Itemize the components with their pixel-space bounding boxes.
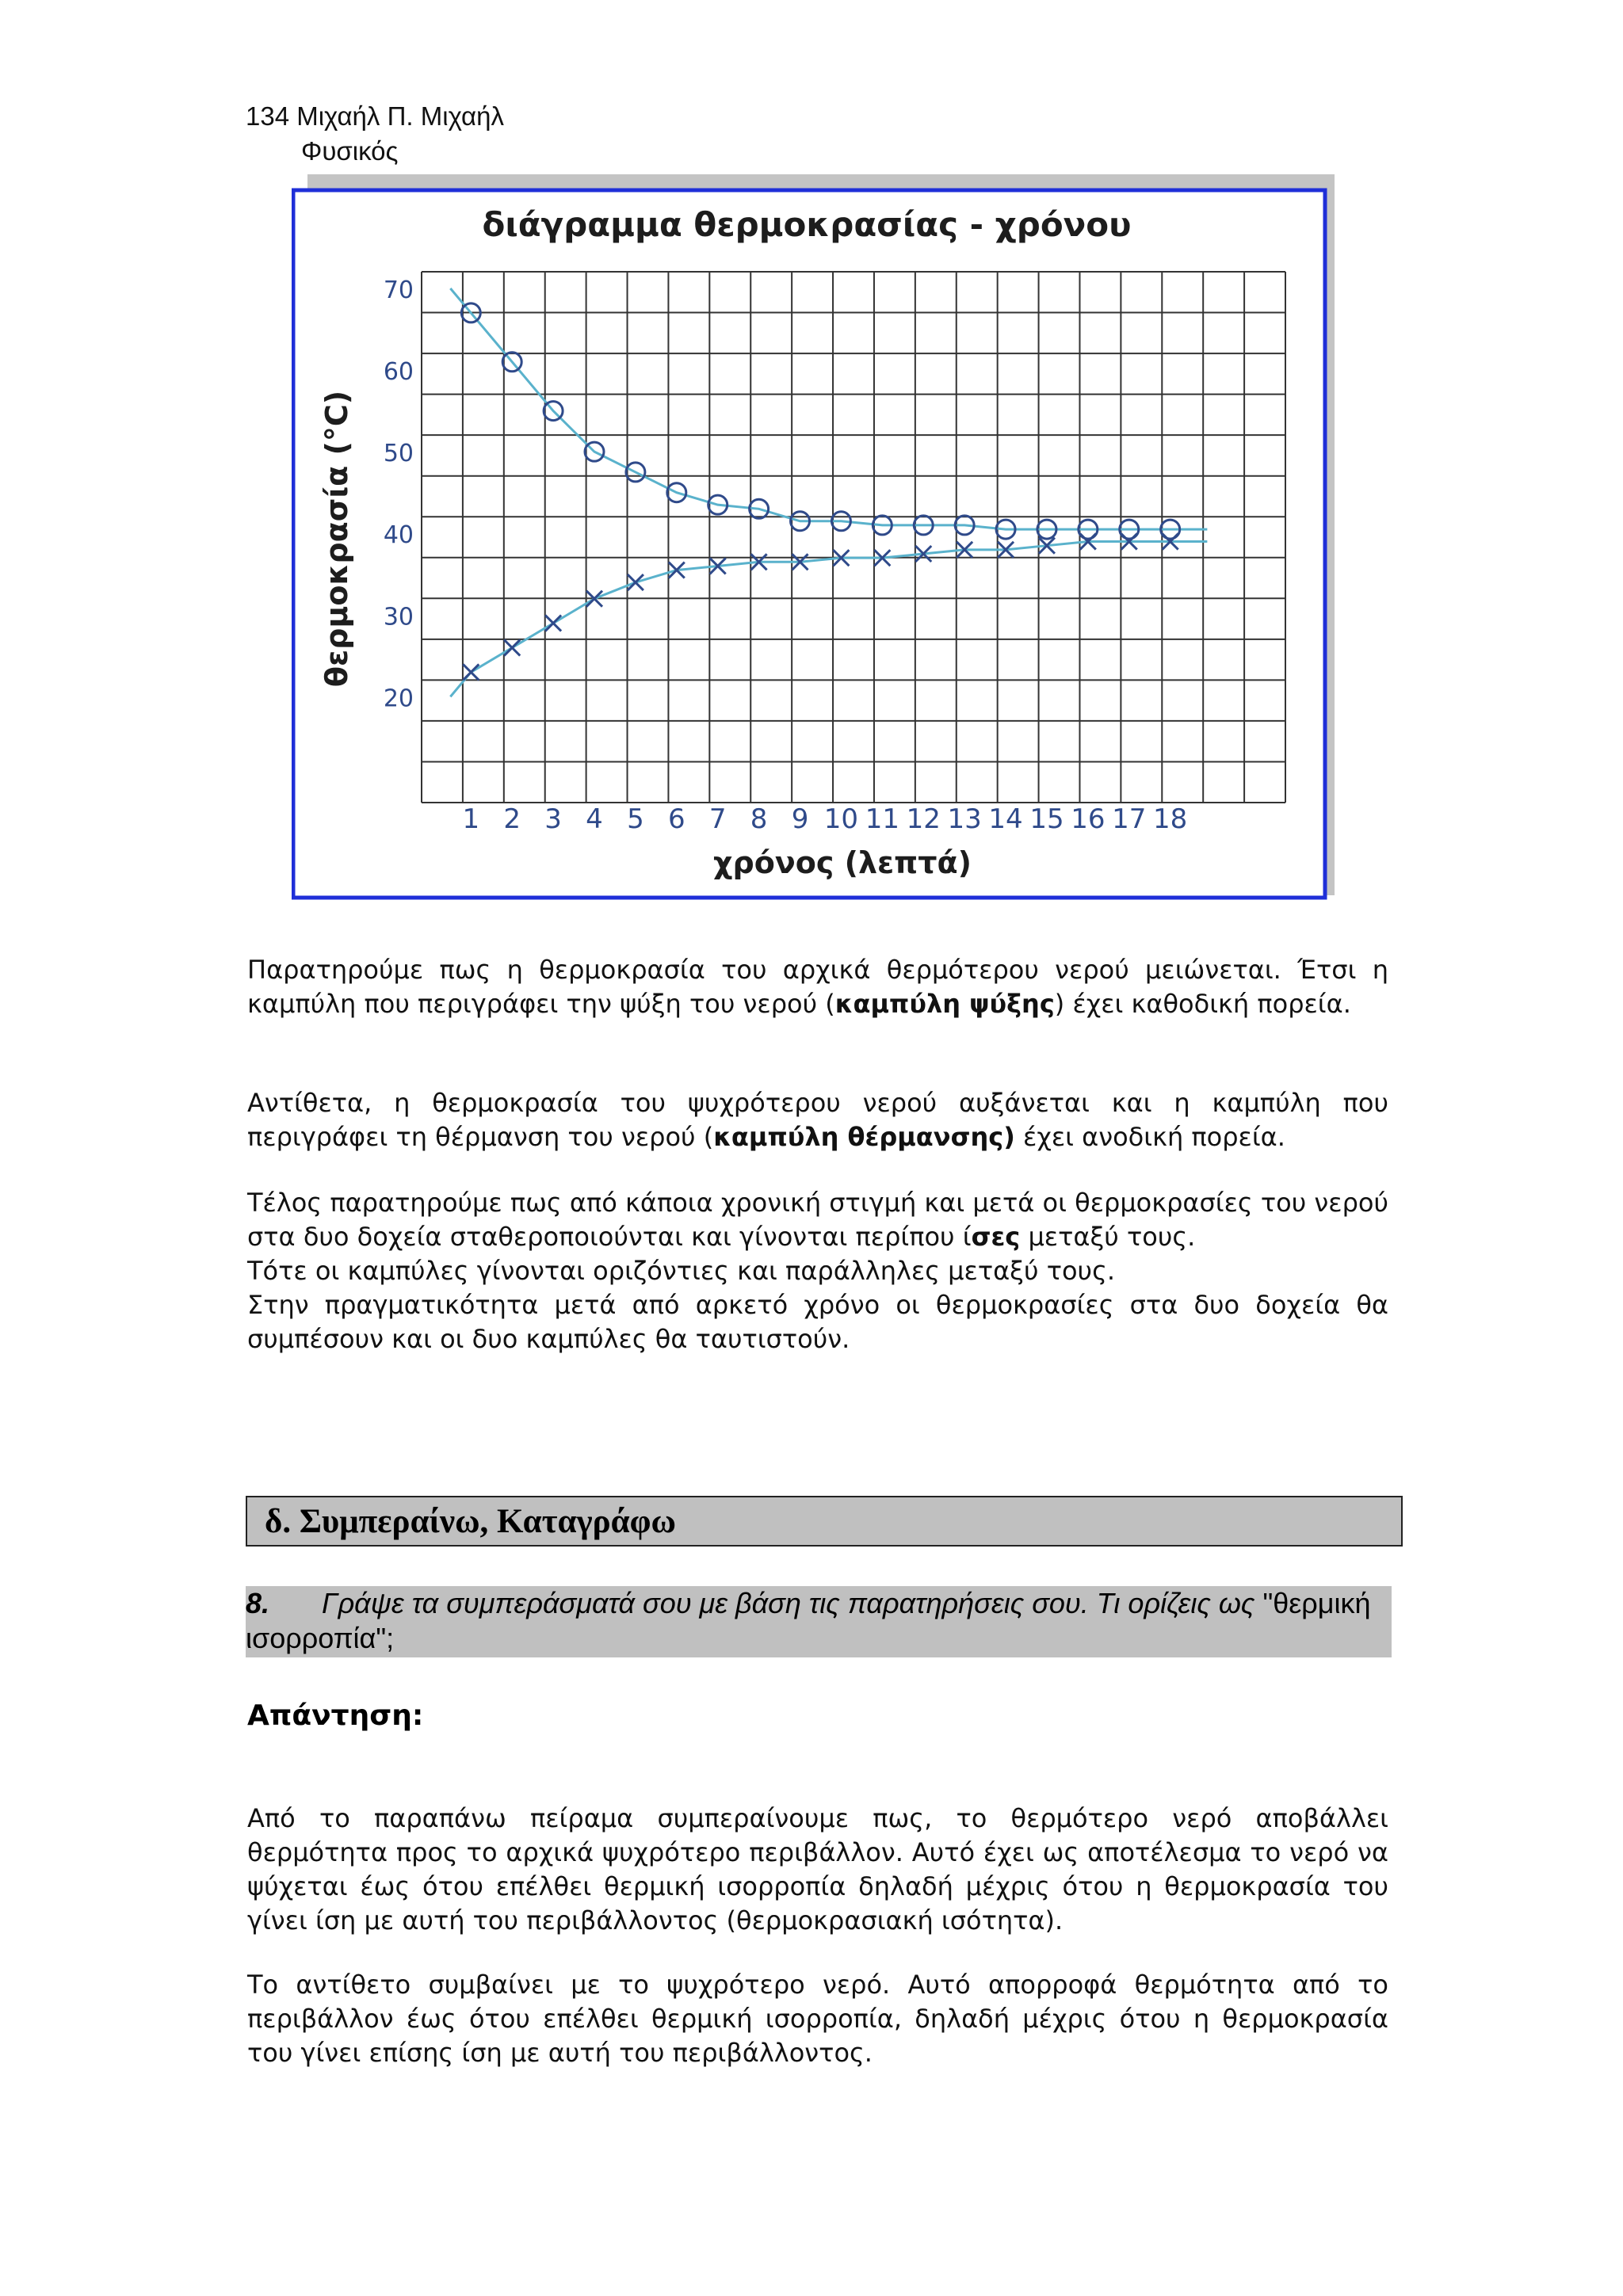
x-tick-label: 8 — [750, 803, 768, 835]
section-heading — [246, 1496, 1403, 1547]
chart-frame — [293, 190, 1325, 898]
y-tick-label: 60 — [383, 358, 414, 387]
y-tick-label: 20 — [383, 685, 414, 713]
x-tick-label: 18 — [1153, 803, 1188, 835]
section-title: δ. Συμπεραίνω, Καταγράφω — [265, 1503, 676, 1540]
question-text: Γράψε τα συμπεράσματά σου με βάση τις παρατηρήσεις σου. Τι ορίζεις ως — [322, 1587, 1255, 1619]
x-tick-label: 17 — [1112, 803, 1147, 835]
y-tick-label: 40 — [383, 521, 414, 550]
observation-cooling — [247, 953, 1388, 1021]
x-tick-label: 10 — [823, 803, 859, 835]
text: Παρατηρούμε πως η θερμοκρασία του αρχικά θερμότερου νερού μειώνεται. Έτσι η καμπύλη που περιγράφει την ψύξη του νερού ( — [247, 955, 1388, 1019]
x-tick-label: 1 — [462, 803, 480, 835]
text-line: Στην πραγματικότητα μετά από αρκετό χρόνο οι θερμοκρασίες στα δυο δοχεία θα συμπέσουν και οι δυο καμπύλες θα ταυτιστούν. — [247, 1290, 1388, 1354]
x-axis-label: χρόνος (λεπτά) — [713, 845, 972, 880]
text: Αντίθετα, η θερμοκρασία του ψυχρότερου νερού αυξάνεται και η καμπύλη που περιγράφει τη θέρμανση του νερού ( — [247, 1088, 1388, 1152]
x-tick-label: 3 — [544, 803, 562, 835]
text: μεταξύ τους. — [1020, 1222, 1196, 1252]
x-tick-label: 6 — [667, 803, 685, 835]
observation-heating — [247, 1086, 1388, 1154]
x-tick-label: 11 — [865, 803, 899, 835]
y-tick-label: 50 — [383, 440, 414, 468]
question-8 — [246, 1586, 1392, 1657]
question-term: "θερμική ισορροπία"; — [246, 1587, 1371, 1654]
x-tick-label: 5 — [627, 803, 644, 835]
chart-svg — [292, 174, 1338, 902]
x-tick-label: 7 — [708, 803, 727, 835]
x-tick-label: 4 — [586, 803, 603, 835]
y-tick-label: 70 — [383, 277, 414, 304]
question-number: 8. — [246, 1587, 270, 1619]
bold-term: καμπύλη ψύξης — [834, 989, 1055, 1019]
text: ) έχει καθοδική πορεία. — [1054, 989, 1351, 1019]
x-tick-label: 2 — [503, 803, 521, 835]
text: Τέλος παρατηρούμε πως από κάποια χρονική στιγμή και μετά οι θερμοκρασίες του νερού στα δυο δοχεία σταθεροποιούνται και γίνονται περίπου ί — [247, 1188, 1388, 1252]
page-header-role: Φυσικός — [301, 136, 399, 166]
bold-term: σες — [971, 1222, 1021, 1252]
y-tick-label: 30 — [383, 603, 414, 631]
observation-equilibrium — [247, 1186, 1388, 1356]
x-tick-label: 16 — [1071, 803, 1106, 835]
x-tick-label: 12 — [906, 803, 941, 835]
page-header-author: 134 Μιχαήλ Π. Μιχαήλ — [246, 101, 504, 131]
answer-paragraph-2: Το αντίθετο συμβαίνει με το ψυχρότερο νερό. Αυτό απορροφά θερμότητα από το περιβάλλον έως ότου επέλθει θερμική ισορροπία, δηλαδή μέχρις ότου η θερμοκρασία του γίνει επίσης ίση με αυτή του περιβάλλοντος. — [247, 1970, 1388, 2068]
x-tick-label: 14 — [988, 803, 1023, 835]
temperature-time-chart — [292, 174, 1338, 902]
text: έχει ανοδική πορεία. — [1014, 1122, 1285, 1152]
text-line: Τότε οι καμπύλες γίνονται οριζόντιες και παράλληλες μεταξύ τους. — [247, 1256, 1116, 1286]
answer-paragraph-1: Από το παραπάνω πείραμα συμπεραίνουμε πως, το θερμότερο νερό αποβάλλει θερμότητα προς το αρχικά ψυχρότερο περιβάλλον. Αυτό έχει ως αποτέλεσμα το νερό να ψύχεται έως ότου επέλθει θερμική ισορροπία δηλαδή μέχρις ότου η θερμοκρασία του γίνει ίση με αυτή του περιβάλλοντος (θερμοκρασιακή ισότητα). — [247, 1803, 1388, 1936]
x-tick-label: 13 — [947, 803, 982, 835]
x-tick-label: 9 — [791, 803, 809, 835]
answer-label: Απάντηση: — [247, 1699, 424, 1732]
bold-term: καμπύλη θέρμανσης) — [713, 1122, 1015, 1152]
x-tick-label: 15 — [1029, 803, 1064, 835]
chart-title: διάγραμμα θερμοκρασίας - χρόνου — [482, 205, 1132, 244]
y-axis-label: θερμοκρασία (°C) — [319, 390, 354, 688]
